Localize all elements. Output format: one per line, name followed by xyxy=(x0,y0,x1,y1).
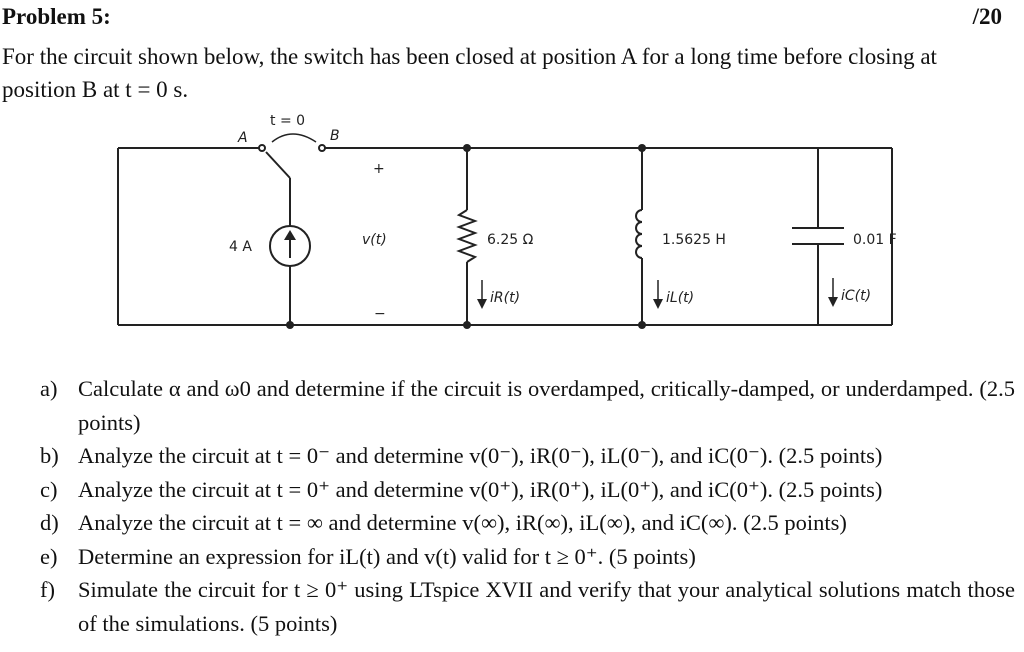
question-text: Determine an expression for iL(t) and v(t) valid for t ≥ 0⁺. (5 points) xyxy=(78,543,696,569)
switch-time-label: t = 0 xyxy=(270,113,306,129)
problem-points: /20 xyxy=(972,4,1002,29)
question-list xyxy=(40,372,1015,640)
switch-pos-a-label: A xyxy=(238,130,248,146)
inductor-label: 1.5625 H xyxy=(662,232,726,248)
current-arrows xyxy=(477,278,838,309)
resistor-label: 6.25 Ω xyxy=(487,232,534,248)
inductor xyxy=(636,210,642,258)
capacitor-label: 0.01 F xyxy=(853,232,897,248)
question-item xyxy=(40,540,1015,574)
resistor xyxy=(459,210,475,262)
question-marker: c) xyxy=(40,476,58,502)
question-item xyxy=(40,372,1015,439)
question-text: Simulate the circuit for t ≥ 0⁺ using LTspice XVII and verify that your analytical solutions match those of the simulations. (5 points) xyxy=(78,577,1015,636)
question-text: Calculate α and ω0 and determine if the circuit is overdamped, critically-damped, or underdamped. (2.5 points) xyxy=(78,376,1015,435)
inductor-current-label: iL(t) xyxy=(666,290,695,306)
source-label: 4 A xyxy=(229,239,252,255)
question-text: Analyze the circuit at t = 0⁻ and determine v(0⁻), iR(0⁻), iL(0⁻), and iC(0⁻). (2.5 points) xyxy=(78,443,883,468)
question-text: Analyze the circuit at t = ∞ and determine v(∞), iR(∞), iL(∞), and iC(∞). (2.5 points) xyxy=(78,510,847,535)
resistor-current-label: iR(t) xyxy=(490,290,521,306)
current-source xyxy=(270,226,310,266)
capacitor xyxy=(792,228,844,244)
minus-sign: − xyxy=(374,306,386,322)
question-item xyxy=(40,573,1015,640)
question-item xyxy=(40,439,1015,473)
question-marker: a) xyxy=(40,376,58,401)
plus-sign: + xyxy=(373,161,385,177)
question-marker: d) xyxy=(40,510,59,535)
voltage-label: v(t) xyxy=(362,232,387,248)
question-item xyxy=(40,506,1015,540)
problem-title: Problem 5: xyxy=(2,4,111,29)
question-item xyxy=(40,473,1015,507)
question-marker: f) xyxy=(40,577,55,602)
question-text: Analyze the circuit at t = 0⁺ and determine v(0⁺), iR(0⁺), iL(0⁺), and iC(0⁺). (2.5 points) xyxy=(78,476,883,502)
switch-pos-b-label: B xyxy=(330,128,340,144)
capacitor-current-label: iC(t) xyxy=(841,288,872,304)
switch xyxy=(259,134,325,178)
question-marker: b) xyxy=(40,443,59,468)
question-marker: e) xyxy=(40,543,58,569)
problem-intro: For the circuit shown below, the switch has been closed at position A for a long time before closing at position B at t = 0 s. xyxy=(2,44,937,102)
